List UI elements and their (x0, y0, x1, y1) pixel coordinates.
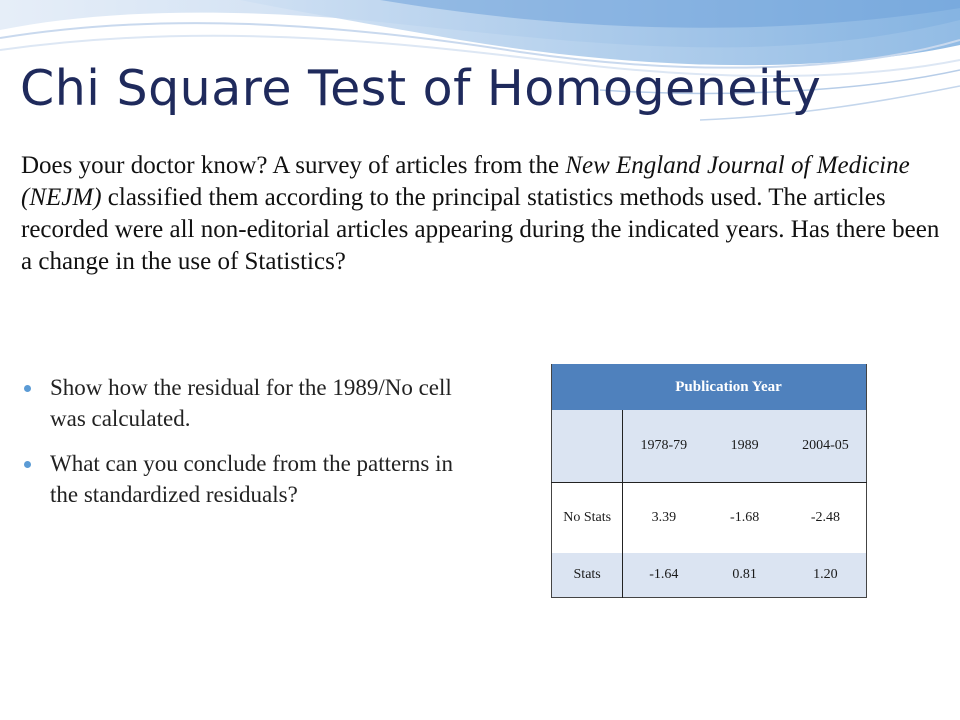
intro-text-part2: classified them according to the principal statistics methods used. The articles recorded were all non-editorial articles appearing during the indicated years. Has there been a change in the use of Statistics? (21, 184, 940, 275)
intro-journal-name: New England Journal of Medicine (NEJM) (21, 152, 910, 211)
row-label: No Stats (552, 483, 623, 554)
bullet-dot-icon (24, 385, 31, 392)
bullet-item (22, 448, 482, 510)
bullet-item (22, 372, 482, 434)
residuals-table-container (551, 364, 867, 598)
table-row (552, 483, 867, 554)
table-header-row (552, 364, 867, 410)
table-cell: 0.81 (704, 553, 784, 598)
table-cell: -1.64 (623, 553, 705, 598)
bullet-list (22, 372, 482, 524)
bullet-dot-icon (24, 461, 31, 468)
bullet-text: Show how the residual for the 1989/No cell was calculated. (50, 375, 452, 431)
column-header-row (552, 410, 867, 483)
corner-cell (552, 410, 623, 483)
intro-paragraph (21, 150, 946, 278)
row-label: Stats (552, 553, 623, 598)
table-cell: 1.20 (785, 553, 867, 598)
table-row (552, 553, 867, 598)
column-header: 2004-05 (785, 410, 867, 483)
column-header: 1989 (704, 410, 784, 483)
table-cell: 3.39 (623, 483, 705, 554)
residuals-table (551, 364, 867, 598)
intro-text-part1: Does your doctor know? A survey of articles from the (21, 152, 566, 179)
publication-year-header: Publication Year (552, 364, 867, 410)
slide-title: Chi Square Test of Homogeneity (20, 60, 822, 117)
bullet-text: What can you conclude from the patterns in the standardized residuals? (50, 451, 453, 507)
table-cell: -1.68 (704, 483, 784, 554)
table-cell: -2.48 (785, 483, 867, 554)
column-header: 1978-79 (623, 410, 705, 483)
